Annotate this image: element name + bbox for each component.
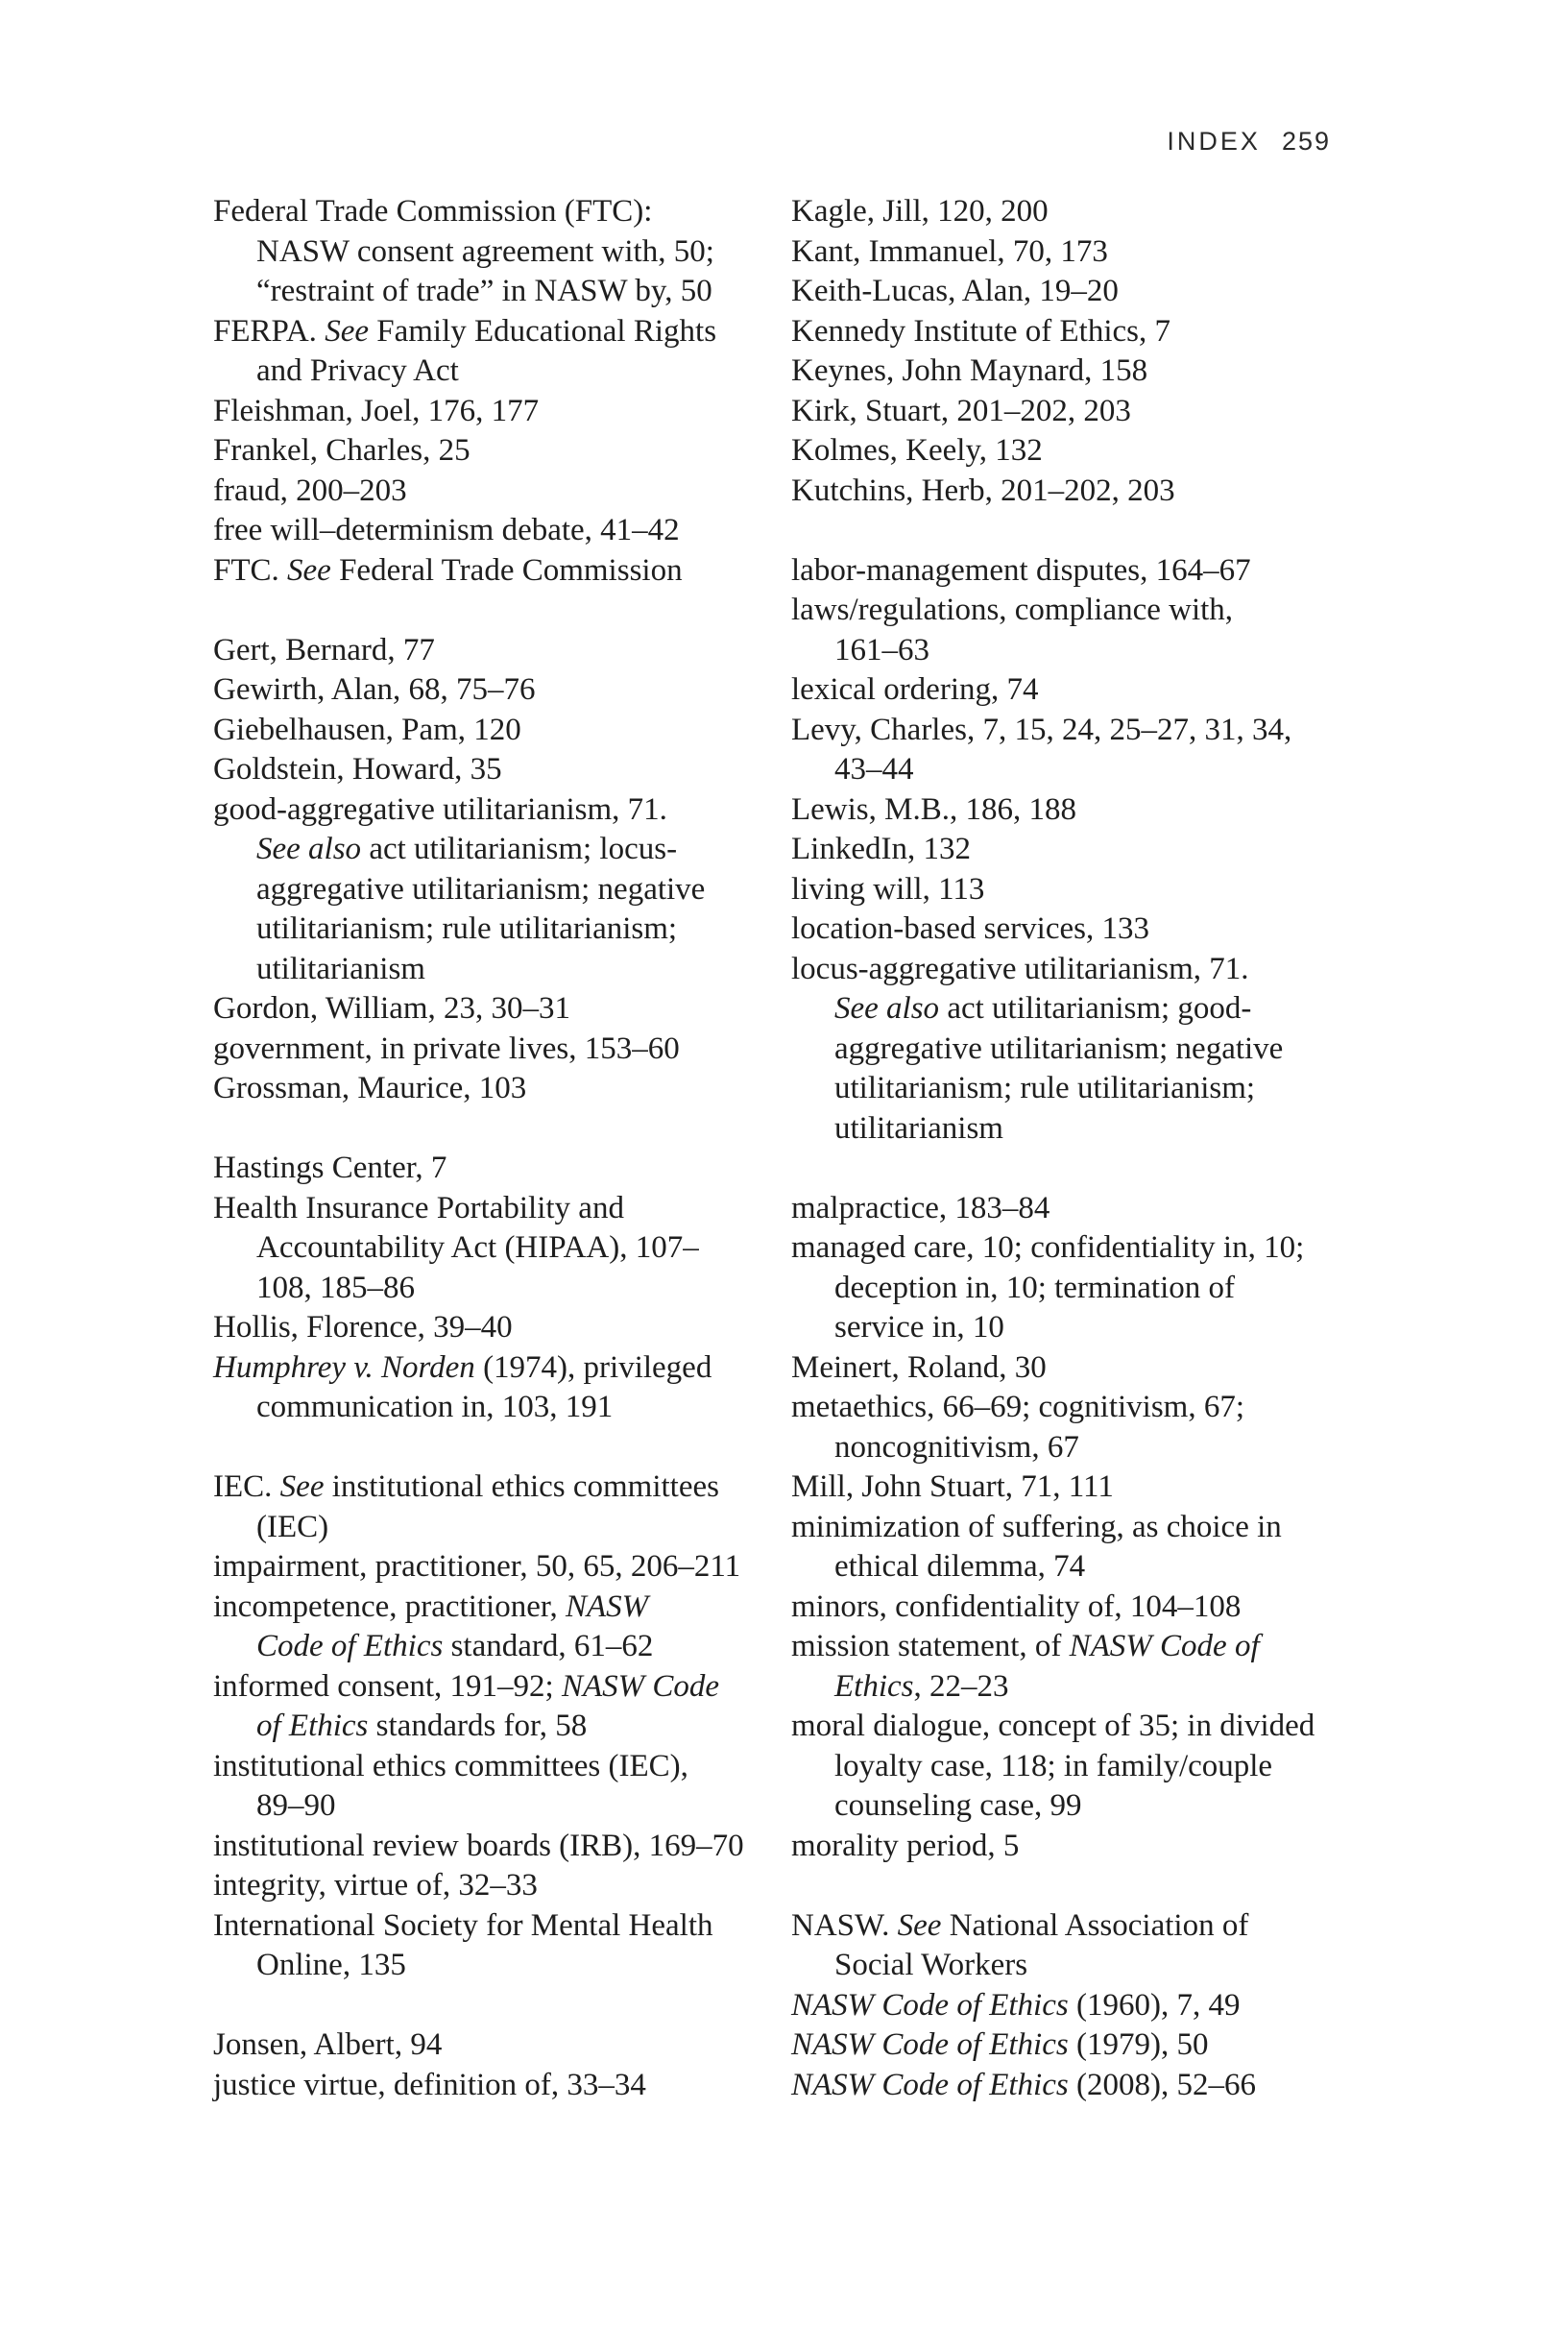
index-entry <box>213 392 789 432</box>
index-entry <box>791 591 1367 670</box>
header-label: INDEX <box>1167 127 1261 156</box>
entry-text: fraud, 200–203 <box>213 473 407 508</box>
index-entry-line <box>213 192 789 232</box>
index-entry <box>213 790 789 990</box>
index-entry-continuation <box>213 272 789 312</box>
entry-text: informed consent, 191–92; <box>213 1668 562 1704</box>
index-entry <box>213 1467 789 1547</box>
index-entry-continuation <box>791 1069 1367 1109</box>
index-entry <box>791 1388 1367 1467</box>
index-letter-group <box>791 1189 1367 1867</box>
index-entry <box>791 1827 1367 1867</box>
index-entry-continuation <box>791 1030 1367 1070</box>
entry-italic-text: See <box>279 1469 325 1504</box>
index-entry-continuation <box>791 989 1367 1030</box>
entry-text: Kutchins, Herb, 201–202, 203 <box>791 473 1175 508</box>
index-entry <box>213 989 789 1030</box>
entry-text: utilitarianism; rule utilitarianism; <box>256 911 678 946</box>
index-entry-line <box>213 2025 789 2066</box>
index-letter-group <box>791 551 1367 1150</box>
index-entry-line <box>791 1707 1367 1747</box>
index-entry <box>213 1547 789 1588</box>
entry-text: aggregative utilitarianism; negative <box>834 1031 1284 1066</box>
entry-text: “restraint of trade” in NASW by, 50 <box>256 274 712 308</box>
index-entry-line <box>791 1508 1367 1548</box>
entry-text: International Society for Mental Health <box>213 1907 713 1943</box>
entry-text: standards for, 58 <box>368 1709 588 1743</box>
index-entry-continuation <box>213 1269 789 1309</box>
index-entry-continuation <box>791 631 1367 671</box>
index-letter-group <box>213 631 789 1109</box>
entry-text: deception in, 10; termination of <box>834 1270 1235 1305</box>
entry-italic-text: See <box>287 552 331 588</box>
index-entry-line <box>213 1747 789 1787</box>
index-entry-line <box>791 1986 1367 2026</box>
index-entry <box>791 472 1367 512</box>
index-column-left <box>213 192 789 2146</box>
index-entry-continuation <box>791 1747 1367 1787</box>
entry-text: Frankel, Charles, 25 <box>213 433 470 468</box>
index-entry <box>213 192 789 312</box>
index-entry-line <box>213 1906 789 1947</box>
entry-text: metaethics, 66–69; cognitivism, 67; <box>791 1390 1245 1424</box>
index-entry <box>791 1707 1367 1827</box>
entry-text: NASW consent agreement with, 50; <box>256 233 714 269</box>
index-entry <box>791 950 1367 1150</box>
entry-text: (1974), privileged <box>474 1349 712 1385</box>
index-entry-line <box>213 1308 789 1348</box>
index-entry <box>791 1986 1367 2026</box>
entry-text: Online, 135 <box>256 1948 406 1982</box>
index-entry-line <box>791 1388 1367 1428</box>
running-header <box>1167 127 1331 157</box>
index-entry-line <box>791 1348 1367 1389</box>
index-entry <box>791 272 1367 312</box>
index-entry <box>213 2025 789 2066</box>
entry-text: service in, 10 <box>834 1310 1004 1345</box>
index-entry-continuation <box>213 1707 789 1747</box>
entry-text: living will, 113 <box>791 871 985 907</box>
entry-text: (2008), 52–66 <box>1068 2067 1256 2102</box>
index-entry-line <box>213 631 789 671</box>
index-entry <box>791 870 1367 910</box>
index-entry-line <box>213 1547 789 1588</box>
entry-text: NASW. <box>791 1907 898 1943</box>
entry-text: Keynes, John Maynard, 158 <box>791 353 1148 388</box>
entry-italic-text: of Ethics <box>256 1709 369 1743</box>
index-entry-line <box>791 2066 1367 2106</box>
entry-text: utilitarianism <box>256 951 425 986</box>
index-entry-line <box>791 1189 1367 1229</box>
index-entry-line <box>213 2066 789 2106</box>
entry-italic-text: See <box>897 1907 942 1943</box>
index-entry-continuation <box>791 750 1367 790</box>
entry-text: Gewirth, Alan, 68, 75–76 <box>213 672 536 707</box>
entry-text: loyalty case, 118; in family/couple <box>834 1748 1273 1783</box>
index-entry-line <box>213 711 789 751</box>
index-entry <box>213 472 789 512</box>
index-entry <box>791 1627 1367 1707</box>
entry-text: Goldstein, Howard, 35 <box>213 752 502 787</box>
entry-text: National Association of <box>941 1907 1249 1943</box>
index-entry <box>213 1308 789 1348</box>
index-entry <box>791 1467 1367 1508</box>
index-entry <box>791 1508 1367 1588</box>
index-entry-line <box>791 312 1367 352</box>
entry-text: standard, 61–62 <box>443 1629 654 1663</box>
index-entry-line <box>213 392 789 432</box>
entry-text: mission statement, of <box>791 1629 1070 1663</box>
index-entry-line <box>791 1627 1367 1667</box>
entry-text: Jonsen, Albert, 94 <box>213 2027 443 2062</box>
index-entry <box>213 711 789 751</box>
entry-text: institutional ethics committees (IEC), <box>213 1748 688 1783</box>
entry-text: act utilitarianism; locus- <box>361 832 678 866</box>
entry-text: (1960), 7, 49 <box>1068 1987 1241 2023</box>
entry-text: utilitarianism <box>834 1110 1003 1146</box>
entry-italic-text: See also <box>256 832 362 866</box>
index-entry-line <box>791 1827 1367 1867</box>
index-entry-line <box>791 272 1367 312</box>
entry-text: institutional ethics committees <box>324 1469 719 1504</box>
index-entry <box>213 670 789 711</box>
index-entry-line <box>213 1467 789 1508</box>
index-entry <box>213 1667 789 1747</box>
index-entry-line <box>213 431 789 472</box>
entry-text: incompetence, practitioner, <box>213 1588 567 1624</box>
index-entry-line <box>791 1228 1367 1269</box>
entry-text: utilitarianism; rule utilitarianism; <box>834 1071 1256 1105</box>
entry-italic-text: NASW Code <box>561 1668 720 1704</box>
index-entry <box>791 232 1367 273</box>
entry-text: Health Insurance Portability and <box>213 1190 624 1225</box>
index-entry-line <box>213 511 789 551</box>
index-entry-line <box>791 950 1367 990</box>
index-entry-continuation <box>213 1946 789 1986</box>
index-entry-line <box>213 472 789 512</box>
entry-text: laws/regulations, compliance with, <box>791 593 1234 627</box>
index-entry-continuation <box>791 1428 1367 1468</box>
index-entry-line <box>213 1189 789 1229</box>
index-entry-line <box>791 1467 1367 1508</box>
index-entry-continuation <box>213 830 789 870</box>
index-entry-line <box>213 551 789 592</box>
index-entry-continuation <box>213 870 789 910</box>
index-entry <box>213 1189 789 1309</box>
entry-text: LinkedIn, 132 <box>791 832 971 866</box>
entry-italic-text: Code of Ethics <box>256 1629 444 1663</box>
index-entry <box>213 1747 789 1827</box>
index-entry-line <box>213 1069 789 1109</box>
index-entry <box>791 670 1367 711</box>
entry-text: Hastings Center, 7 <box>213 1151 447 1185</box>
index-letter-group <box>213 1467 789 1986</box>
entry-text: FERPA. <box>213 313 326 349</box>
entry-text: Kennedy Institute of Ethics, 7 <box>791 313 1171 349</box>
index-entry-line <box>213 750 789 790</box>
index-entry <box>213 1866 789 1906</box>
index-entry <box>791 1348 1367 1389</box>
index-entry <box>791 551 1367 592</box>
entry-text: Gert, Bernard, 77 <box>213 632 435 667</box>
entry-text: Family Educational Rights <box>368 313 717 349</box>
index-entry <box>791 431 1367 472</box>
index-entry-continuation <box>791 1946 1367 1986</box>
entry-text: locus-aggregative utilitarianism, 71. <box>791 951 1249 986</box>
index-entry-continuation <box>791 1547 1367 1588</box>
index-entry <box>213 551 789 592</box>
index-entry-continuation <box>791 1269 1367 1309</box>
entry-text: (1979), 50 <box>1068 2027 1209 2062</box>
entry-text: Federal Trade Commission (FTC): <box>213 194 653 229</box>
index-entry <box>213 631 789 671</box>
index-entry <box>213 312 789 392</box>
entry-italic-text: NASW Code of Ethics <box>791 1987 1069 2023</box>
index-entry <box>791 2025 1367 2066</box>
index-entry-line <box>213 1030 789 1070</box>
index-entry-line <box>213 790 789 831</box>
entry-text: Federal Trade Commission <box>330 552 683 588</box>
entry-text: Keith-Lucas, Alan, 19–20 <box>791 274 1119 308</box>
index-entry-line <box>791 472 1367 512</box>
index-entry-continuation <box>791 1786 1367 1827</box>
entry-text: 89–90 <box>256 1788 336 1823</box>
index-entry-line <box>213 1348 789 1389</box>
index-entry-line <box>791 830 1367 870</box>
entry-italic-text: NASW Code of <box>1069 1629 1260 1663</box>
index-entry-continuation <box>213 1627 789 1667</box>
index-entry-line <box>213 989 789 1030</box>
index-entry-line <box>213 1667 789 1708</box>
index-entry-line <box>791 790 1367 831</box>
index-entry-line <box>791 909 1367 950</box>
index-entry-line <box>791 1906 1367 1947</box>
entry-text: noncognitivism, 67 <box>834 1429 1079 1465</box>
index-entry-continuation <box>213 1388 789 1428</box>
entry-text: communication in, 103, 191 <box>256 1390 614 1424</box>
entry-text: impairment, practitioner, 50, 65, 206–211 <box>213 1549 741 1584</box>
index-entry <box>791 1588 1367 1628</box>
index-entry-continuation <box>213 909 789 950</box>
entry-text: Grossman, Maurice, 103 <box>213 1071 527 1105</box>
index-entry-line <box>213 1827 789 1867</box>
index-entry-continuation <box>213 950 789 990</box>
entry-text: ethical dilemma, 74 <box>834 1549 1086 1584</box>
entry-text: Lewis, M.B., 186, 188 <box>791 791 1076 827</box>
index-entry <box>791 711 1367 790</box>
entry-text: Meinert, Roland, 30 <box>791 1349 1047 1385</box>
entry-text: IEC. <box>213 1469 280 1504</box>
entry-text: Levy, Charles, 7, 15, 24, 25–27, 31, 34, <box>791 712 1292 747</box>
index-entry <box>213 1348 789 1428</box>
entry-text: labor-management disputes, 164–67 <box>791 552 1251 588</box>
index-entry <box>213 511 789 551</box>
index-entry <box>791 909 1367 950</box>
entry-text: managed care, 10; confidentiality in, 10; <box>791 1230 1305 1265</box>
index-entry <box>213 2066 789 2106</box>
index-letter-group <box>213 1149 789 1428</box>
entry-text: good-aggregative utilitarianism, 71. <box>213 791 667 827</box>
index-letter-group <box>213 2025 789 2105</box>
entry-text: 108, 185–86 <box>256 1270 415 1305</box>
index-entry <box>213 1149 789 1189</box>
index-entry-line <box>791 2025 1367 2066</box>
entry-text: integrity, virtue of, 32–33 <box>213 1868 538 1903</box>
entry-italic-text: Ethics <box>834 1668 914 1704</box>
entry-text: Fleishman, Joel, 176, 177 <box>213 393 540 428</box>
index-entry-line <box>791 352 1367 392</box>
index-entry-line <box>791 591 1367 631</box>
entry-text: Accountability Act (HIPAA), 107– <box>256 1230 699 1265</box>
entry-italic-text: NASW Code of Ethics <box>791 2067 1069 2102</box>
index-entry-continuation <box>791 1308 1367 1348</box>
entry-text: aggregative utilitarianism; negative <box>256 871 706 907</box>
index-entry <box>791 192 1367 232</box>
index-entry-line <box>791 392 1367 432</box>
index-entry <box>213 1906 789 1986</box>
index-entry-line <box>791 232 1367 273</box>
entry-text: , 22–23 <box>913 1668 1009 1704</box>
entry-text: Mill, John Stuart, 71, 111 <box>791 1469 1114 1504</box>
entry-text: minimization of suffering, as choice in <box>791 1509 1282 1544</box>
index-entry-continuation <box>213 1786 789 1827</box>
index-entry-line <box>791 870 1367 910</box>
index-entry <box>791 352 1367 392</box>
index-entry <box>791 830 1367 870</box>
entry-text: government, in private lives, 153–60 <box>213 1031 680 1066</box>
entry-text: justice virtue, definition of, 33–34 <box>213 2067 646 2102</box>
index-entry <box>213 1588 789 1667</box>
entry-text: Kolmes, Keely, 132 <box>791 433 1043 468</box>
entry-text: location-based services, 133 <box>791 911 1149 946</box>
entry-text: FTC. <box>213 552 288 588</box>
entry-text: (IEC) <box>256 1509 329 1544</box>
index-entry <box>213 1069 789 1109</box>
index-entry <box>213 1827 789 1867</box>
entry-italic-text: Humphrey v. Norden <box>213 1349 475 1385</box>
entry-text: Kant, Immanuel, 70, 173 <box>791 233 1108 269</box>
entry-text: Giebelhausen, Pam, 120 <box>213 712 521 747</box>
page-number: 259 <box>1281 127 1331 156</box>
index-entry-continuation <box>213 1508 789 1548</box>
entry-text: and Privacy Act <box>256 353 459 388</box>
index-entry <box>791 1189 1367 1229</box>
index-column-right <box>791 192 1367 2146</box>
entry-text: act utilitarianism; good- <box>939 991 1252 1026</box>
index-entry-continuation <box>791 1667 1367 1708</box>
entry-text: malpractice, 183–84 <box>791 1190 1050 1225</box>
index-entry-line <box>213 1149 789 1189</box>
index-entry-line <box>791 551 1367 592</box>
index-entry-line <box>791 1588 1367 1628</box>
index-entry-continuation <box>213 1228 789 1269</box>
entry-text: institutional review boards (IRB), 169–70 <box>213 1828 744 1863</box>
entry-text: free will–determinism debate, 41–42 <box>213 513 680 547</box>
index-entry <box>791 790 1367 831</box>
entry-text: Gordon, William, 23, 30–31 <box>213 991 571 1026</box>
index-entry <box>213 431 789 472</box>
entry-text: 43–44 <box>834 752 914 787</box>
entry-text: minors, confidentiality of, 104–108 <box>791 1588 1242 1624</box>
index-letter-group <box>213 192 789 591</box>
index-entry <box>791 1906 1367 1986</box>
index-entry-continuation <box>213 352 789 392</box>
index-entry-line <box>213 312 789 352</box>
index-entry <box>791 312 1367 352</box>
index-entry-line <box>213 1866 789 1906</box>
entry-text: Kagle, Jill, 120, 200 <box>791 194 1049 229</box>
index-entry-line <box>213 670 789 711</box>
index-entry-line <box>213 1588 789 1628</box>
index-letter-group <box>791 192 1367 511</box>
entry-text: morality period, 5 <box>791 1828 1020 1863</box>
entry-text: moral dialogue, concept of 35; in divided <box>791 1709 1315 1743</box>
entry-text: Hollis, Florence, 39–40 <box>213 1310 513 1345</box>
index-letter-group <box>791 1906 1367 2106</box>
entry-italic-text: NASW <box>566 1588 649 1624</box>
entry-italic-text: See <box>325 313 369 349</box>
entry-text: lexical ordering, 74 <box>791 672 1039 707</box>
index-entry-continuation <box>213 232 789 273</box>
index-entry-line <box>791 670 1367 711</box>
entry-italic-text: NASW Code of Ethics <box>791 2027 1069 2062</box>
index-entry <box>213 1030 789 1070</box>
index-entry-line <box>791 711 1367 751</box>
index-entry <box>791 1228 1367 1348</box>
index-entry <box>213 750 789 790</box>
entry-text: counseling case, 99 <box>834 1788 1082 1823</box>
entry-italic-text: See also <box>834 991 940 1026</box>
entry-text: Kirk, Stuart, 201–202, 203 <box>791 393 1131 428</box>
index-entry-continuation <box>791 1109 1367 1150</box>
index-entry-line <box>791 431 1367 472</box>
index-entry <box>791 392 1367 432</box>
entry-text: Social Workers <box>834 1948 1028 1982</box>
index-entry <box>791 2066 1367 2106</box>
entry-text: 161–63 <box>834 632 929 667</box>
index-entry-line <box>791 192 1367 232</box>
